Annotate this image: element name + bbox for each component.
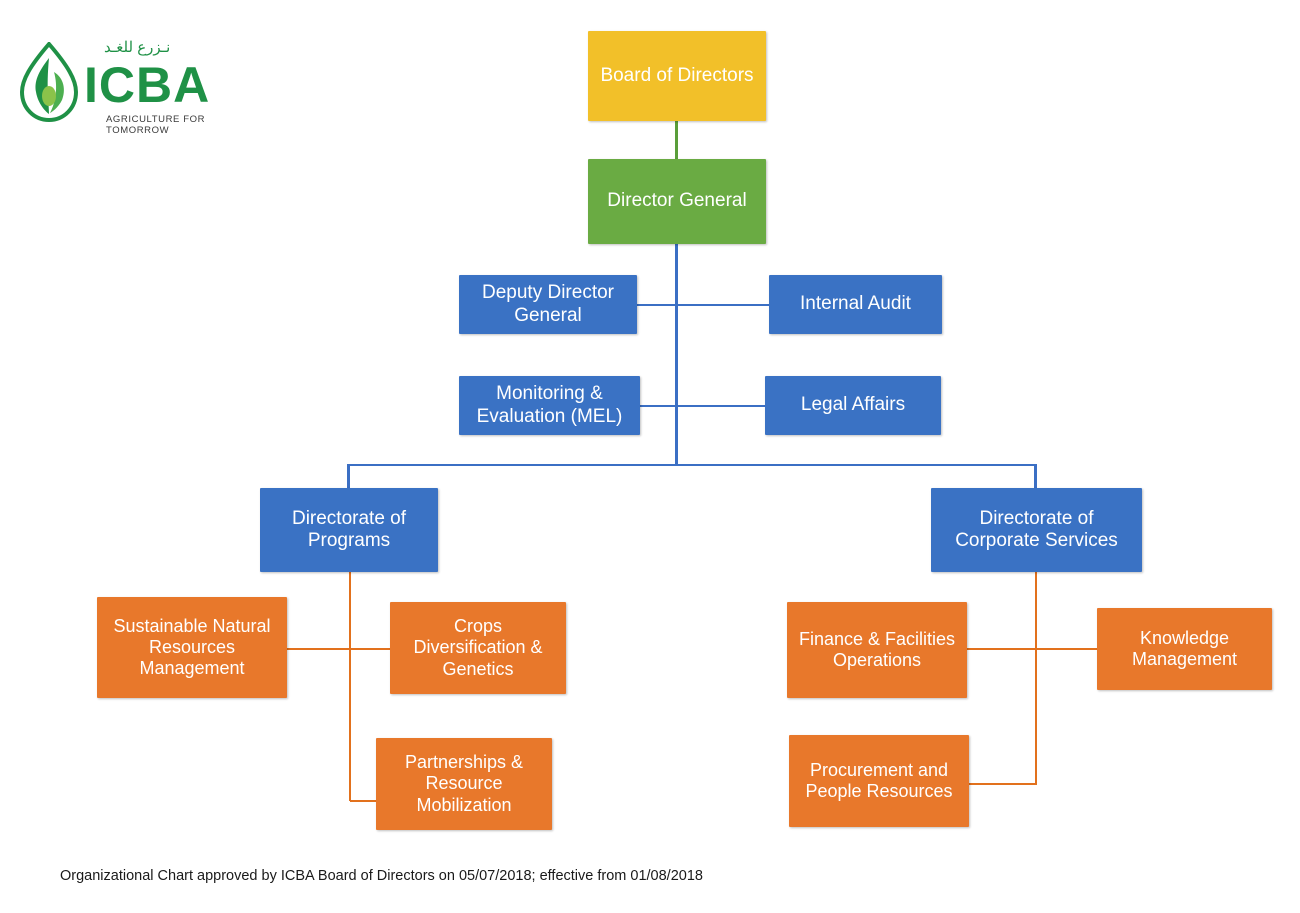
node-label: Monitoring & Evaluation (MEL) [476, 383, 623, 427]
edge-dg-trunk [675, 243, 678, 465]
icba-logo [18, 36, 248, 136]
node-label: Director General [607, 190, 747, 212]
node-legal-affairs[interactable] [765, 376, 941, 435]
node-procurement-and-people-resources[interactable] [789, 735, 969, 827]
node-label: Procurement and People Resources [805, 759, 953, 801]
edge-bus-programs [347, 464, 350, 488]
edge-directorate-bus [348, 464, 1036, 466]
node-knowledge-management[interactable] [1097, 608, 1272, 690]
edge-programs-snrm [287, 648, 350, 650]
node-partnerships-resource-mobilization[interactable] [376, 738, 552, 830]
edge-dg-internal-audit [677, 304, 769, 306]
node-sustainable-natural-resources-management[interactable] [97, 597, 287, 698]
edge-bus-corporate [1034, 464, 1037, 488]
chart-footnote: Organizational Chart approved by ICBA Board of Directors on 05/07/2018; effective from 01/08/2018 [60, 868, 703, 884]
edge-programs-trunk [349, 572, 351, 801]
leaf-drop-icon [18, 42, 80, 122]
edge-programs-crops [350, 648, 390, 650]
edge-board-dg [675, 120, 678, 159]
node-label: Directorate of Corporate Services [955, 507, 1118, 551]
node-label: Legal Affairs [800, 394, 906, 416]
node-label: Finance & Facilities Operations [798, 628, 956, 670]
edge-corporate-trunk [1035, 572, 1037, 784]
logo-tagline: AGRICULTURE FOR TOMORROW [106, 114, 206, 136]
node-label: Partnerships & Resource Mobilization [404, 752, 524, 815]
edge-corporate-finance [966, 648, 1036, 650]
logo-wordmark: ICBA [84, 57, 211, 113]
edge-corporate-procurement [968, 783, 1037, 785]
node-mel[interactable] [459, 376, 640, 435]
edge-dg-ddg [636, 304, 676, 306]
node-director-general[interactable] [588, 159, 766, 244]
node-label: Board of Directors [600, 64, 754, 86]
node-deputy-director-general[interactable] [459, 275, 637, 334]
node-label: Crops Diversification & Genetics [413, 616, 543, 679]
node-board-of-directors[interactable] [588, 31, 766, 121]
edge-corporate-knowledge [1036, 648, 1097, 650]
node-internal-audit[interactable] [769, 275, 942, 334]
edge-programs-partnerships [350, 800, 376, 802]
node-directorate-of-corporate-services[interactable] [931, 488, 1142, 572]
node-label: Sustainable Natural Resources Management [113, 615, 271, 679]
node-label: Deputy Director General [482, 282, 614, 326]
node-finance-facilities-operations[interactable] [787, 602, 967, 698]
node-directorate-of-programs[interactable] [260, 488, 438, 572]
node-label: Internal Audit [800, 293, 911, 315]
node-label: Directorate of Programs [291, 507, 407, 551]
node-label: Knowledge Management [1131, 627, 1238, 669]
edge-dg-mel [637, 405, 676, 407]
node-crops-diversification-genetics[interactable] [390, 602, 566, 694]
edge-dg-legal [677, 405, 765, 407]
logo-arabic-text: نـزرع للغـد [104, 39, 171, 56]
